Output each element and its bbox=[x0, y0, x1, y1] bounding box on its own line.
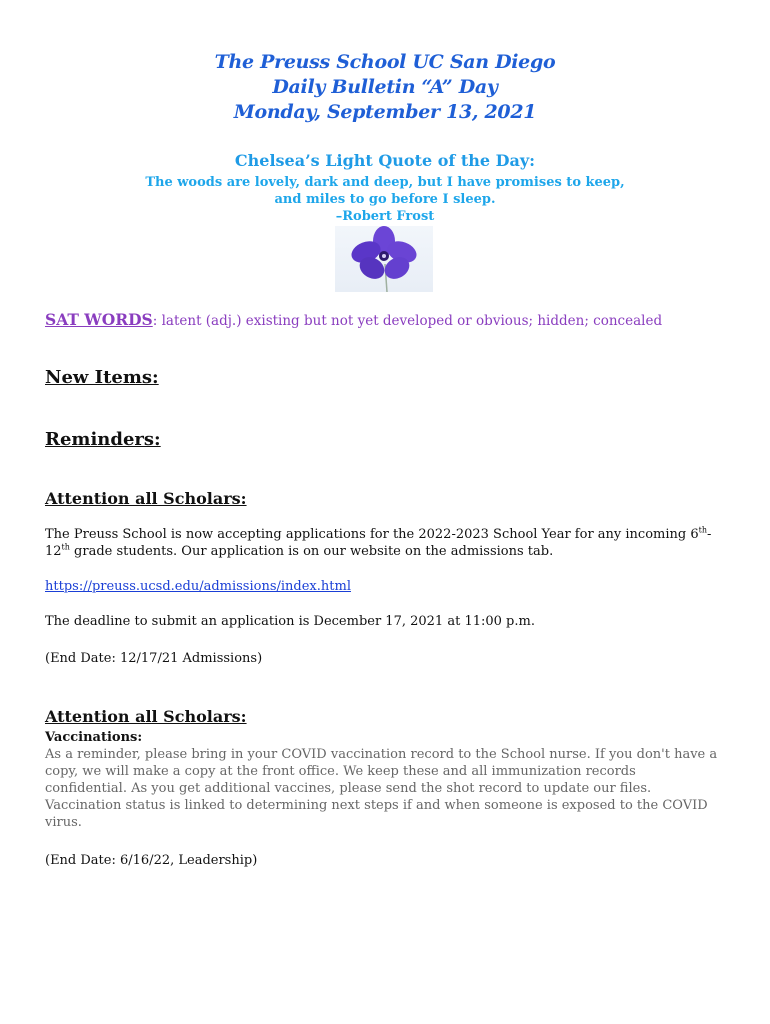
bulletin-title bbox=[0, 50, 770, 125]
notice-1-sup-2: th bbox=[61, 542, 70, 552]
purple-flower-image bbox=[335, 226, 433, 292]
quote-line-1: The woods are lovely, dark and deep, but I have promises to keep, bbox=[145, 175, 625, 190]
quote-author: –Robert Frost bbox=[335, 209, 435, 224]
vaccinations-line-2: copy, we will make a copy at the front office. We keep these and all immunization records bbox=[45, 764, 636, 779]
vaccinations-line-1: As a reminder, please bring in your COVID vaccination record to the School nurse. If you don't have a bbox=[45, 747, 718, 762]
notice-1-text-d: grade students. Our application is on our website on the admissions tab. bbox=[69, 544, 554, 559]
bulletin-day: Daily Bulletin “A” Day bbox=[272, 76, 498, 98]
notice-2-heading: Attention all Scholars: bbox=[45, 707, 247, 726]
reminders-heading: Reminders: bbox=[45, 429, 161, 450]
notice-1-text-c: 12 bbox=[45, 544, 62, 559]
vaccinations-subheading: Vaccinations: bbox=[45, 730, 143, 745]
vaccinations-line-3: confidential. As you get additional vaccines, please send the shot record to update our files. bbox=[45, 781, 652, 796]
sat-colon: : bbox=[152, 313, 158, 329]
admissions-link[interactable]: https://preuss.ucsd.edu/admissions/index.html bbox=[45, 579, 351, 594]
quote-line-2: and miles to go before I sleep. bbox=[274, 192, 496, 207]
new-items-heading: New Items: bbox=[45, 367, 159, 388]
notice-2-end-date: (End Date: 6/16/22, Leadership) bbox=[45, 853, 258, 868]
notice-2-body bbox=[45, 729, 735, 831]
notice-1-deadline: The deadline to submit an application is December 17, 2021 at 11:00 p.m. bbox=[45, 614, 535, 629]
admissions-link-line bbox=[45, 578, 735, 595]
sat-words-label: SAT WORDS bbox=[45, 310, 153, 329]
notice-1-text-b: - bbox=[706, 527, 712, 542]
notice-1-sup-1: th bbox=[698, 525, 707, 535]
bulletin-date: Monday, September 13, 2021 bbox=[233, 101, 537, 123]
quote-text bbox=[0, 174, 770, 208]
notice-1-end-date: (End Date: 12/17/21 Admissions) bbox=[45, 651, 263, 666]
notice-1-heading: Attention all Scholars: bbox=[45, 489, 247, 508]
notice-1-text-a: The Preuss School is now accepting applications for the 2022-2023 School Year for any incoming 6 bbox=[45, 527, 699, 542]
sat-words bbox=[45, 311, 745, 330]
vaccinations-line-5: virus. bbox=[45, 815, 82, 830]
school-name: The Preuss School UC San Diego bbox=[214, 51, 556, 73]
quote-heading: Chelsea’s Light Quote of the Day: bbox=[234, 151, 536, 170]
vaccinations-line-4: Vaccination status is linked to determining next steps if and when someone is exposed to the COVID bbox=[45, 798, 708, 813]
sat-definition: latent (adj.) existing but not yet developed or obvious; hidden; concealed bbox=[157, 313, 663, 329]
notice-1-paragraph bbox=[45, 526, 735, 560]
